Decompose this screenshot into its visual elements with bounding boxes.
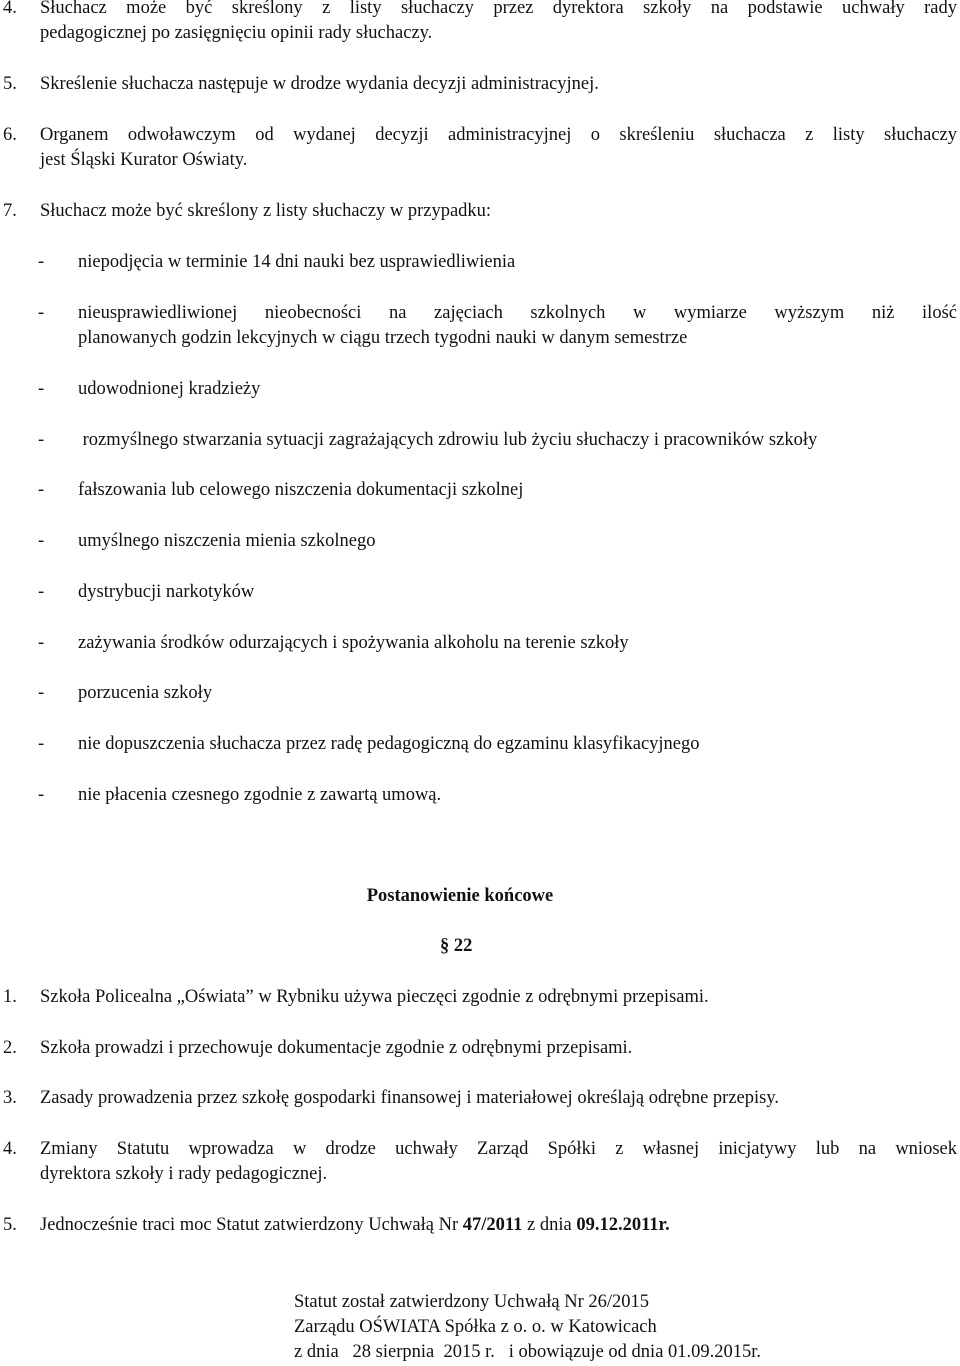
item-number: 1. xyxy=(3,987,17,1007)
bullet-dash: - xyxy=(38,683,45,703)
bullet-dash: - xyxy=(38,734,45,754)
bullet-dash: - xyxy=(38,379,45,399)
item-text-line: Słuchacz może być skreślony z listy słuchaczy przez dyrektora szkoły na podstawie uchwały rady xyxy=(40,0,957,18)
item-text-line: pedagogicznej po zasięgnięciu opinii rady słuchaczy. xyxy=(40,23,433,43)
bullet-dash: - xyxy=(38,582,45,602)
bullet-dash: - xyxy=(38,785,45,805)
item-text-line: Słuchacz może być skreślony z listy słuchaczy w przypadku: xyxy=(40,201,492,221)
item5-text-a: Jednocześnie traci moc Statut zatwierdzony Uchwałą Nr xyxy=(40,1215,463,1235)
list-item-text: rozmyślnego stwarzania sytuacji zagrażających zdrowiu lub życiu słuchaczy i pracowników szkoły xyxy=(78,430,818,450)
item-text-line: Organem odwoławczym od wydanej decyzji administracyjnej o skreśleniu słuchacza z listy słuchaczy xyxy=(40,125,957,145)
item-text-line: Szkoła prowadzi i przechowuje dokumentacje zgodnie z odrębnymi przepisami. xyxy=(40,1038,633,1058)
footer-line: Statut został zatwierdzony Uchwałą Nr 26/2015 xyxy=(294,1292,649,1312)
item-text-line: jest Śląski Kurator Oświaty. xyxy=(40,150,248,170)
item-text-line xyxy=(40,1213,957,1238)
list-item-text: zażywania środków odurzających i spożywania alkoholu na terenie szkoły xyxy=(78,633,629,653)
resolution-date: 09.12.2011r. xyxy=(576,1215,670,1235)
item5-text-b: z dnia xyxy=(522,1215,577,1235)
item-number: 6. xyxy=(3,125,17,145)
footer-line: z dnia 28 sierpnia 2015 r. i obowiązuje od dnia 01.09.2015r. xyxy=(294,1342,762,1362)
bullet-dash: - xyxy=(38,303,45,323)
item-text-line: Skreślenie słuchacza następuje w drodze wydania decyzji administracyjnej. xyxy=(40,74,599,94)
resolution-number: 47/2011 xyxy=(462,1215,523,1235)
item-number: 5. xyxy=(3,74,17,94)
footer-note xyxy=(294,1290,774,1365)
item-number: 4. xyxy=(3,0,17,18)
list-item-text: dystrybucji narkotyków xyxy=(78,582,255,602)
item-number: 3. xyxy=(3,1088,17,1108)
list-item-text: fałszowania lub celowego niszczenia dokumentacji szkolnej xyxy=(78,480,524,500)
item-number: 5. xyxy=(3,1215,17,1235)
item-text-line: Zmiany Statutu wprowadza w drodze uchwały Zarząd Spółki z własnej inicjatywy lub na wniosek xyxy=(40,1139,957,1159)
list-item-text: nieusprawiedliwionej nieobecności na zajęciach szkolnych w wymiarze wyższym niż ilość xyxy=(78,303,957,323)
bullet-dash: - xyxy=(38,480,45,500)
list-item-text: niepodjęcia w terminie 14 dni nauki bez usprawiedliwienia xyxy=(78,252,516,272)
footer-line: Zarządu OŚWIATA Spółka z o. o. w Katowicach xyxy=(294,1317,657,1337)
list-item-text: nie dopuszczenia słuchacza przez radę pedagogiczną do egzaminu klasyfikacyjnego xyxy=(78,734,700,754)
item-text-line: Szkoła Policealna „Oświata” w Rybniku używa pieczęci zgodnie z odrębnymi przepisami. xyxy=(40,987,709,1007)
bullet-dash: - xyxy=(38,531,45,551)
list-item-text: udowodnionej kradzieży xyxy=(78,379,261,399)
item-text-line: Zasady prowadzenia przez szkołę gospodarki finansowej i materiałowej określają odrębne przepisy. xyxy=(40,1088,780,1108)
paragraph-sign: § 22 xyxy=(440,936,473,956)
bullet-dash: - xyxy=(38,430,45,450)
item-number: 2. xyxy=(3,1038,17,1058)
section-heading: Postanowienie końcowe xyxy=(366,886,554,906)
item-text-line: dyrektora szkoły i rady pedagogicznej. xyxy=(40,1164,328,1184)
bullet-dash: - xyxy=(38,252,45,272)
list-item-text: porzucenia szkoły xyxy=(78,683,213,703)
item-number: 7. xyxy=(3,201,17,221)
bullet-dash: - xyxy=(38,633,45,653)
list-item-text: nie płacenia czesnego zgodnie z zawartą umową. xyxy=(78,785,442,805)
list-item-text: planowanych godzin lekcyjnych w ciągu trzech tygodni nauki w danym semestrze xyxy=(78,328,688,348)
item-number: 4. xyxy=(3,1139,17,1159)
list-item-text: umyślnego niszczenia mienia szkolnego xyxy=(78,531,376,551)
